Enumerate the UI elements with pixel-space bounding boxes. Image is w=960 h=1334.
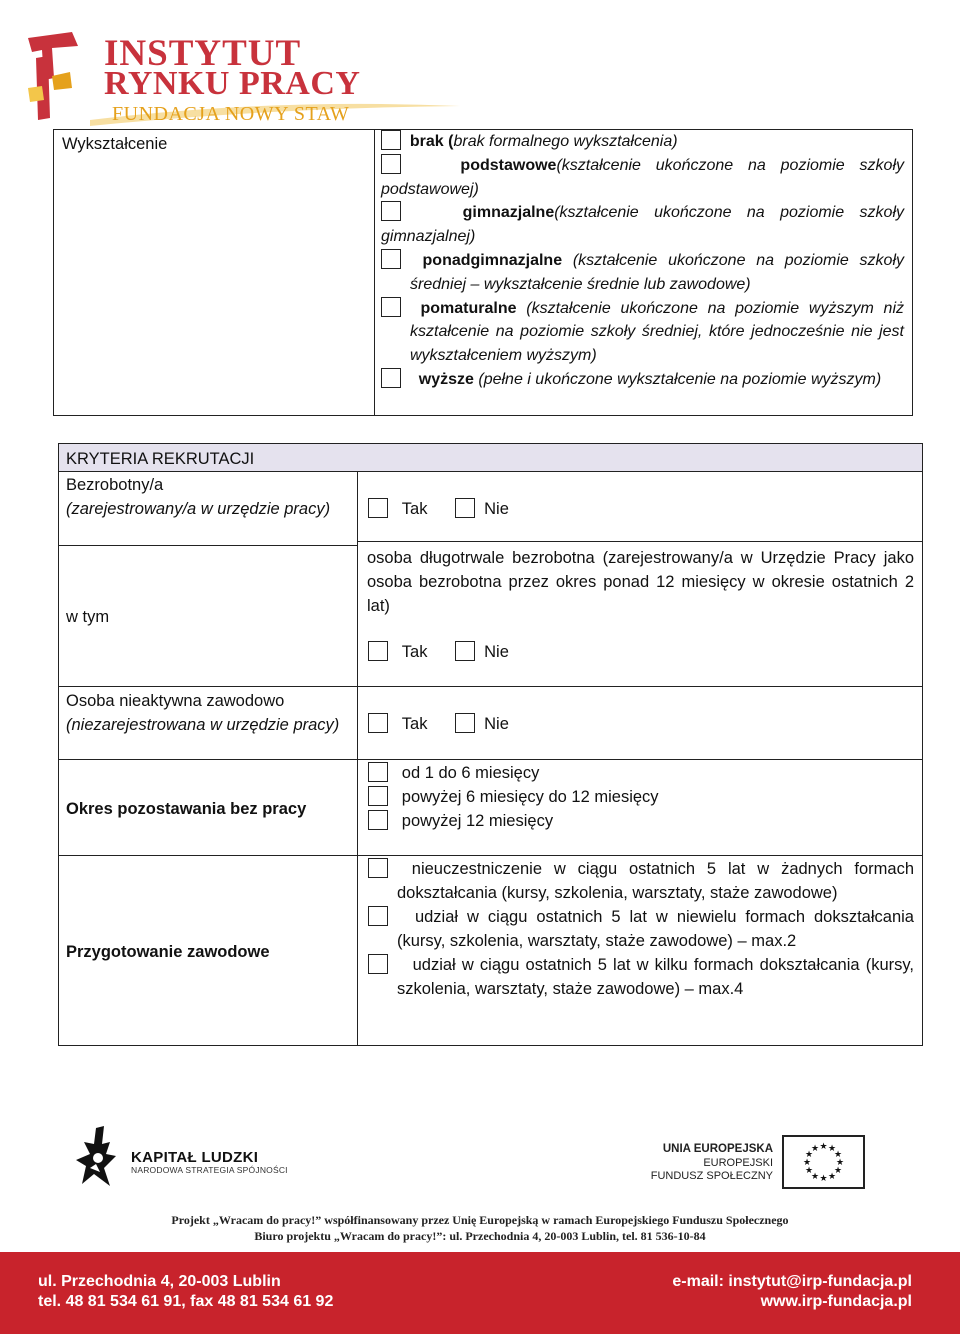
- checkbox[interactable]: [381, 201, 401, 221]
- svg-text:★: ★: [819, 1142, 828, 1152]
- svg-text:★: ★: [819, 1174, 828, 1184]
- criteria-header: KRYTERIA REKRUTACJI: [66, 450, 255, 468]
- checkbox[interactable]: [368, 954, 388, 974]
- checkbox[interactable]: [368, 786, 388, 806]
- svg-text:★: ★: [802, 1158, 812, 1168]
- row-divider: [58, 759, 358, 760]
- education-option-upper-secondary: ponadgimnazjalne (kształcenie ukończone na poziomie szkoły średniej – wykształcenie średnie lub zawodowe): [381, 249, 904, 297]
- institute-logo-mark: [22, 28, 84, 124]
- period-option: powyżej 6 miesięcy do 12 miesięcy: [368, 785, 659, 809]
- no-checkbox[interactable]: [455, 641, 475, 661]
- svg-text:★: ★: [833, 1166, 843, 1176]
- checkbox[interactable]: [368, 762, 388, 782]
- table-divider: [374, 129, 375, 416]
- inactive-label: Osoba nieaktywna zawodowo (niezarejestrowana w urzędzie pracy): [66, 692, 340, 734]
- svg-text:★: ★: [827, 1172, 837, 1182]
- eu-subtitle-1: EUROPEJSKI: [703, 1157, 773, 1169]
- footer-address: ul. Przechodnia 4, 20-003 Lublin: [38, 1273, 281, 1290]
- training-option: nieuczestniczenie w ciągu ostatnich 5 lat w żadnych formach dokształcania (kursy, szkolenia, warsztaty, staże zawodowe): [368, 857, 914, 905]
- training-options: [368, 857, 914, 1001]
- logo-title-line2: RYNKU PRACY: [104, 65, 361, 102]
- row-divider: [58, 855, 923, 856]
- footer-website[interactable]: www.irp-fundacja.pl: [760, 1293, 912, 1310]
- eu-title: UNIA EUROPEJSKA: [662, 1143, 773, 1155]
- kapital-ludzki-title: KAPITAŁ LUDZKI: [131, 1149, 259, 1166]
- education-options: [381, 130, 904, 392]
- svg-text:★: ★: [804, 1150, 814, 1160]
- project-cofinancing-line: Projekt „Wracam do pracy!” współfinansowany przez Unię Europejską w ramach Europejskiego Funduszu Społecznego: [171, 1213, 789, 1227]
- checkbox[interactable]: [381, 297, 401, 317]
- checkbox[interactable]: [381, 368, 401, 388]
- education-option-lower-secondary: gimnazjalne(kształcenie ukończone na poziomie szkoły gimnazjalnej): [381, 201, 904, 249]
- svg-text:★: ★: [833, 1150, 843, 1160]
- period-options: [368, 761, 659, 833]
- unemployed-choice: Tak Nie: [368, 497, 509, 521]
- svg-text:★: ★: [804, 1166, 814, 1176]
- training-option: udział w ciągu ostatnich 5 lat w niewielu formach dokształcania (kursy, szkolenia, warsztaty, staże zawodowe) – max.2: [368, 905, 914, 953]
- kapital-ludzki-subtitle: NARODOWA STRATEGIA SPÓJNOŚCI: [131, 1165, 288, 1175]
- row-divider: [58, 686, 923, 687]
- unemployed-label: Bezrobotny/a (zarejestrowany/a w urzędzie pracy): [66, 476, 331, 518]
- footer-email[interactable]: e-mail: instytut@irp-fundacja.pl: [672, 1273, 912, 1290]
- row-divider: [58, 545, 358, 546]
- checkbox[interactable]: [368, 906, 388, 926]
- eu-stars-icon: [784, 1137, 863, 1187]
- row-divider: [358, 759, 923, 760]
- longterm-choice: Tak Nie: [368, 640, 509, 664]
- inactive-choice: Tak Nie: [368, 712, 509, 736]
- footer-phones: tel. 48 81 534 61 91, fax 48 81 534 61 92: [38, 1293, 334, 1310]
- education-option-none: brak (brak formalnego wykształcenia): [381, 130, 904, 154]
- training-label: Przygotowanie zawodowe: [66, 943, 270, 961]
- logo-subtitle: FUNDACJA NOWY STAW: [112, 103, 350, 125]
- svg-text:★: ★: [810, 1144, 820, 1154]
- svg-text:★: ★: [810, 1172, 820, 1182]
- education-label: Wykształcenie: [62, 135, 168, 153]
- checkbox[interactable]: [381, 249, 401, 269]
- checkbox[interactable]: [368, 810, 388, 830]
- yes-checkbox[interactable]: [368, 498, 388, 518]
- period-option: od 1 do 6 miesięcy: [368, 761, 659, 785]
- row-divider: [358, 541, 923, 542]
- svg-text:★: ★: [827, 1144, 837, 1154]
- checkbox[interactable]: [381, 130, 401, 150]
- eu-subtitle-2: FUNDUSZ SPOŁECZNY: [650, 1170, 773, 1182]
- no-checkbox[interactable]: [455, 713, 475, 733]
- training-option: udział w ciągu ostatnich 5 lat w kilku formach dokształcania (kursy, szkolenia, warsztaty, staże zawodowe) – max.4: [368, 953, 914, 1001]
- logo-title-line1: INSTYTUT: [104, 33, 302, 74]
- kapital-ludzki-logo-icon: [76, 1124, 120, 1190]
- project-office-line: Biuro projektu „Wracam do pracy!”: ul. Przechodnia 4, 20-003 Lublin, tel. 81 536-10-84: [254, 1229, 706, 1243]
- period-option: powyżej 12 miesięcy: [368, 809, 659, 833]
- checkbox[interactable]: [368, 858, 388, 878]
- svg-text:★: ★: [835, 1158, 845, 1168]
- wtym-label: w tym: [66, 608, 110, 626]
- yes-checkbox[interactable]: [368, 713, 388, 733]
- checkbox[interactable]: [381, 154, 401, 174]
- education-option-post-secondary: pomaturalne (kształcenie ukończone na poziomie wyższym niż kształcenie na poziomie szkoły średniej, które jednocześnie nie jest wykształceniem wyższym): [381, 297, 904, 368]
- period-label: Okres pozostawania bez pracy: [66, 800, 307, 818]
- yes-checkbox[interactable]: [368, 641, 388, 661]
- education-option-primary: podstawowe(kształcenie ukończone na poziomie szkoły podstawowej): [381, 154, 904, 202]
- education-option-higher: wyższe (pełne i ukończone wykształcenie na poziomie wyższym): [381, 368, 904, 392]
- longterm-unemployed-text: osoba długotrwale bezrobotna (zarejestrowany/a w Urzędzie Pracy jako osoba bezrobotna przez okres ponad 12 miesięcy w okresie ostatnich 2 lat): [367, 549, 914, 615]
- no-checkbox[interactable]: [455, 498, 475, 518]
- eu-flag-icon: [782, 1135, 865, 1189]
